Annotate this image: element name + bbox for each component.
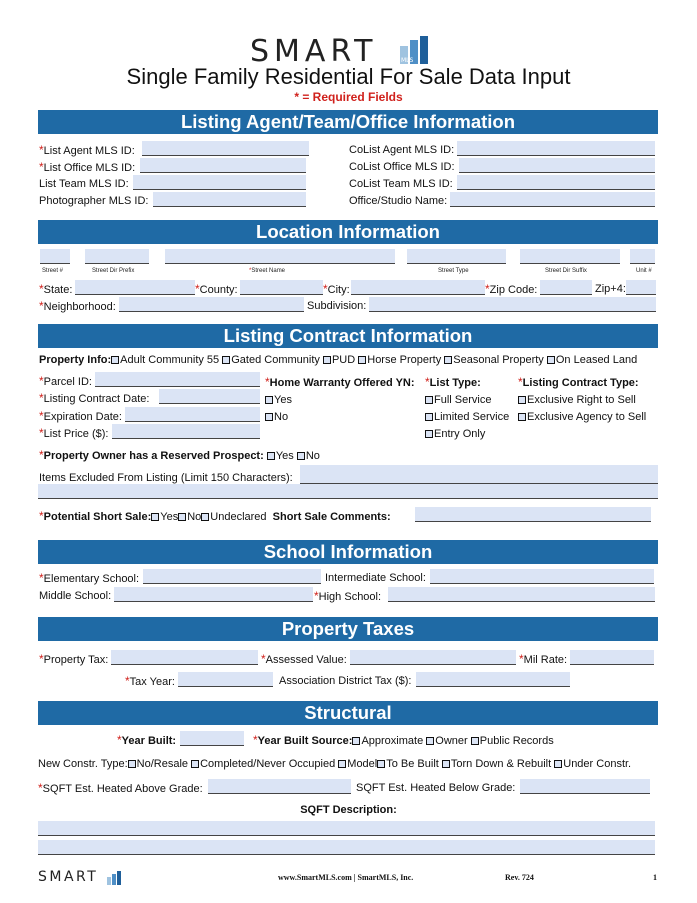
street-dir-prefix-field[interactable]: [85, 249, 149, 264]
smartmls-logo: [250, 34, 450, 69]
city-label: *City:: [323, 282, 350, 296]
warranty-yes-option[interactable]: Yes: [265, 393, 292, 407]
county-label: *County:: [195, 282, 238, 296]
street-num-caption: Street #: [42, 268, 64, 274]
sqft-above-field[interactable]: [208, 779, 351, 794]
prospect-yes-checkbox[interactable]: [267, 452, 275, 460]
section-school-header: School Information: [38, 540, 658, 564]
office-studio-label: Office/Studio Name:: [349, 195, 448, 207]
section-contract-header: Listing Contract Information: [38, 324, 658, 348]
sqft-above-label: *SQFT Est. Heated Above Grade:: [38, 781, 203, 795]
public-records-label: Public Records: [479, 735, 554, 747]
street-dir-prefix-caption: Street Dir Prefix: [92, 268, 135, 274]
limited-service-checkbox[interactable]: [425, 413, 433, 421]
owner-label: Owner: [435, 735, 468, 747]
warranty-no-checkbox[interactable]: [265, 413, 273, 421]
section-location-header: Location Information: [38, 220, 658, 244]
short-sale-undeclared-checkbox[interactable]: [201, 513, 209, 521]
city-field[interactable]: [351, 280, 485, 295]
approximate-checkbox[interactable]: [352, 737, 360, 745]
street-name-caption: *Street Name: [249, 268, 286, 274]
assessed-label: *Assessed Value:: [261, 652, 347, 666]
high-label: *High School:: [314, 589, 382, 603]
elementary-field[interactable]: [143, 569, 321, 584]
to-be-built-label: To Be Built: [386, 758, 439, 770]
list-type-label: *List Type:: [425, 375, 481, 389]
excl-right-option[interactable]: Exclusive Right to Sell: [518, 393, 636, 407]
property-info-label: Property Info:: [39, 354, 112, 366]
year-built-source-label: Year Built Source:: [257, 735, 353, 747]
no-resale-label: No/Resale: [136, 758, 189, 770]
list-office-field[interactable]: [140, 158, 306, 173]
seasonal-property-label: Seasonal Property: [453, 354, 544, 366]
full-service-checkbox[interactable]: [425, 396, 433, 404]
model-checkbox[interactable]: [338, 760, 346, 768]
middle-field[interactable]: [114, 587, 313, 602]
mil-rate-field[interactable]: [570, 650, 654, 665]
leased-land-checkbox[interactable]: [547, 356, 555, 364]
adult-community-label: Adult Community 55: [120, 354, 220, 366]
gated-community-label: Gated Community: [231, 354, 320, 366]
short-sale-yes-label: Yes: [160, 511, 179, 523]
list-agent-field[interactable]: [142, 141, 309, 156]
unit-field[interactable]: [630, 249, 655, 264]
new-constr-label: New Constr. Type:: [38, 758, 128, 770]
section-structural-header: Structural: [38, 701, 658, 725]
items-excluded-field-1[interactable]: [300, 465, 658, 484]
owner-checkbox[interactable]: [426, 737, 434, 745]
footer-mls-bars-icon: [105, 871, 123, 885]
leased-land-label: On Leased Land: [555, 354, 638, 366]
property-tax-field[interactable]: [111, 650, 258, 665]
state-label: *State:: [39, 282, 73, 296]
intermediate-label: Intermediate School:: [325, 572, 426, 584]
seasonal-property-checkbox[interactable]: [444, 356, 452, 364]
property-tax-label: *Property Tax:: [39, 652, 109, 666]
neighborhood-field[interactable]: [119, 297, 304, 312]
section-taxes-header: Property Taxes: [38, 617, 658, 641]
short-sale-yes-checkbox[interactable]: [151, 513, 159, 521]
zip4-label: Zip+4:: [595, 283, 626, 295]
year-built-source-row: *Year Built Source: Approximate Owner Public Records: [253, 733, 554, 747]
colist-agent-field[interactable]: [457, 141, 655, 156]
parcel-label: *Parcel ID:: [39, 374, 92, 388]
list-agent-label: *List Agent MLS ID:: [39, 143, 135, 157]
new-constr-row: [38, 757, 631, 771]
neighborhood-label: *Neighborhood:: [39, 299, 116, 313]
completed-label: Completed/Never Occupied: [200, 758, 336, 770]
colist-agent-label: CoList Agent MLS ID:: [349, 144, 455, 156]
unit-caption: Unit #: [636, 268, 652, 274]
full-service-option[interactable]: Full Service: [425, 393, 491, 407]
subdivision-field[interactable]: [369, 297, 656, 312]
expiration-field[interactable]: [125, 407, 260, 422]
street-num-field[interactable]: [40, 249, 70, 264]
short-sale-row: *Potential Short Sale: Yes No Undeclared Short Sale Comments:: [39, 509, 391, 523]
property-info-row: [39, 353, 637, 367]
no-resale-checkbox[interactable]: [128, 760, 136, 768]
home-warranty-label: *Home Warranty Offered YN:: [265, 375, 415, 389]
footer-page-number: 1: [653, 873, 657, 882]
horse-property-checkbox[interactable]: [358, 356, 366, 364]
assoc-tax-label: Association District Tax ($):: [279, 675, 412, 687]
excl-right-checkbox[interactable]: [518, 396, 526, 404]
completed-checkbox[interactable]: [191, 760, 199, 768]
zip-label: *Zip Code:: [485, 282, 538, 296]
expiration-label: *Expiration Date:: [39, 409, 122, 423]
horse-property-label: Horse Property: [367, 354, 442, 366]
tax-year-label: *Tax Year:: [125, 674, 175, 688]
required-note: * = Required Fields: [294, 90, 403, 104]
contract-type-label: *Listing Contract Type:: [518, 375, 639, 389]
street-type-caption: Street Type: [438, 268, 469, 274]
logo-text: SMART: [250, 34, 378, 69]
colist-team-label: CoList Team MLS ID:: [349, 178, 453, 190]
year-built-field[interactable]: [180, 731, 244, 746]
footer-website: www.SmartMLS.com | SmartMLS, Inc.: [278, 873, 414, 882]
short-sale-comments-field[interactable]: [415, 507, 651, 522]
footer-logo: [38, 869, 123, 885]
torn-down-label: Torn Down & Rebuilt: [450, 758, 552, 770]
gated-community-checkbox[interactable]: [222, 356, 230, 364]
sqft-description-field-1[interactable]: [38, 821, 655, 836]
page-title: Single Family Residential For Sale Data Input: [126, 64, 571, 89]
footer-logo-text: SMART: [38, 869, 99, 885]
contract-date-label: *Listing Contract Date:: [39, 391, 150, 405]
pud-label: PUD: [331, 354, 356, 366]
colist-office-field[interactable]: [459, 158, 655, 173]
sqft-description-label: SQFT Description:: [300, 804, 397, 816]
warranty-yes-checkbox[interactable]: [265, 396, 273, 404]
list-team-label: List Team MLS ID:: [39, 178, 129, 190]
list-price-label: *List Price ($):: [39, 426, 109, 440]
contract-date-field[interactable]: [159, 389, 260, 404]
assessed-field[interactable]: [350, 650, 516, 665]
street-dir-suffix-caption: Street Dir Suffix: [545, 268, 587, 274]
pud-checkbox[interactable]: [323, 356, 331, 364]
list-price-field[interactable]: [112, 424, 260, 439]
middle-label: Middle School:: [39, 590, 112, 602]
colist-team-field[interactable]: [457, 175, 655, 190]
parcel-field[interactable]: [95, 372, 260, 387]
sqft-below-field[interactable]: [520, 779, 650, 794]
mil-rate-label: *Mil Rate:: [519, 652, 568, 666]
entry-only-checkbox[interactable]: [425, 430, 433, 438]
logo-sub: MLS: [401, 57, 414, 64]
tax-year-field[interactable]: [178, 672, 273, 687]
high-field[interactable]: [388, 587, 655, 602]
short-sale-no-checkbox[interactable]: [178, 513, 186, 521]
short-sale-label: Potential Short Sale:: [43, 511, 152, 523]
short-sale-no-label: No: [187, 511, 202, 523]
limited-service-option[interactable]: Limited Service: [425, 410, 509, 424]
reserved-prospect-row: *Property Owner has a Reserved Prospect: Yes No: [39, 448, 320, 462]
to-be-built-checkbox[interactable]: [377, 760, 385, 768]
short-sale-undeclared-label: Undeclared: [210, 511, 267, 523]
under-constr-label: Under Constr.: [563, 758, 632, 770]
prospect-no-checkbox[interactable]: [297, 452, 305, 460]
section-agent-header: Listing Agent/Team/Office Information: [38, 110, 658, 134]
sqft-description-field-2[interactable]: [38, 840, 655, 855]
list-office-label: *List Office MLS ID:: [39, 160, 136, 174]
year-built-label: *Year Built:: [117, 733, 177, 747]
items-excluded-label: Items Excluded From Listing (Limit 150 Characters):: [39, 472, 293, 484]
street-type-field[interactable]: [407, 249, 506, 264]
short-sale-comments-label: Short Sale Comments:: [272, 511, 391, 523]
photographer-field[interactable]: [153, 192, 306, 207]
torn-down-checkbox[interactable]: [442, 760, 450, 768]
mls-bars-icon: [392, 36, 436, 64]
list-team-field[interactable]: [133, 175, 306, 190]
entry-only-option[interactable]: Entry Only: [425, 427, 485, 441]
county-field[interactable]: [240, 280, 323, 295]
prospect-no-label: No: [305, 450, 320, 462]
public-records-checkbox[interactable]: [471, 737, 479, 745]
office-studio-field[interactable]: [450, 192, 655, 207]
zip-field[interactable]: [540, 280, 592, 295]
elementary-label: *Elementary School:: [39, 571, 140, 585]
excl-agency-checkbox[interactable]: [518, 413, 526, 421]
excl-agency-option[interactable]: Exclusive Agency to Sell: [518, 410, 646, 424]
model-label: Model: [347, 758, 378, 770]
under-constr-checkbox[interactable]: [554, 760, 562, 768]
colist-office-label: CoList Office MLS ID:: [349, 161, 455, 173]
street-dir-suffix-field[interactable]: [520, 249, 620, 264]
items-excluded-field-2[interactable]: [38, 484, 658, 499]
footer-rev: Rev. 724: [505, 873, 534, 882]
photographer-label: Photographer MLS ID:: [39, 195, 149, 207]
subdivision-label: Subdivision:: [307, 300, 367, 312]
warranty-no-option[interactable]: No: [265, 410, 288, 424]
street-name-field[interactable]: [165, 249, 395, 264]
assoc-tax-field[interactable]: [416, 672, 570, 687]
approximate-label: Approximate: [361, 735, 424, 747]
state-field[interactable]: [75, 280, 195, 295]
adult-community-checkbox[interactable]: [111, 356, 119, 364]
zip4-field[interactable]: [626, 280, 656, 295]
prospect-yes-label: Yes: [275, 450, 294, 462]
reserved-prospect-label: Property Owner has a Reserved Prospect:: [43, 450, 264, 462]
intermediate-field[interactable]: [430, 569, 654, 584]
sqft-below-label: SQFT Est. Heated Below Grade:: [356, 782, 516, 794]
